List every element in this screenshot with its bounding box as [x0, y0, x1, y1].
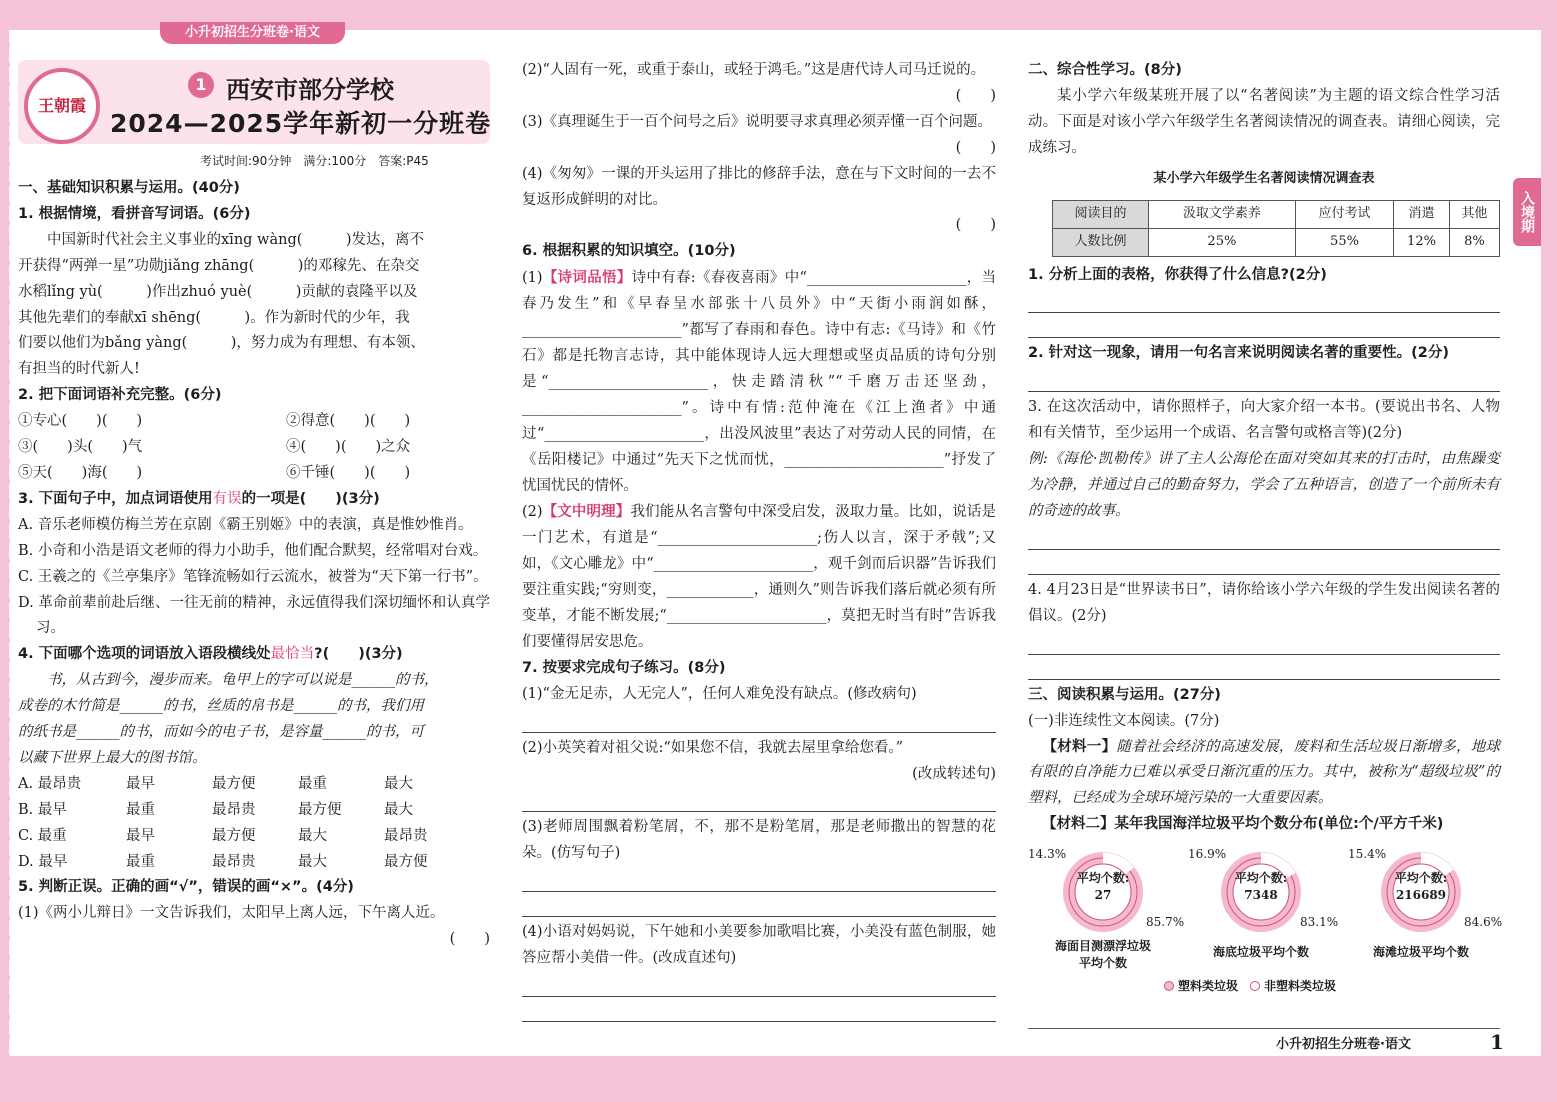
q6-part-1: (1)【诗词品悟】诗中有春:《春夜喜雨》中“______________________，当春乃发生”和《早春呈水部张十八员外》中“天街小雨润如酥，______________________”都写了春雨和春色。诗中有志:《马诗》和《竹石》都是托物言志诗，其中能体现诗人远大理想或坚贞品质的诗句分别是“______________________，快走踏清秋”“千磨万击还坚劲，______________________”。诗中有情:范仲淹在《江上渔者》中通过“______________________，出没风波里”表达了对劳动人民的同情，在《岳阳楼记》中通过“先天下之忧而忧，______________________”抒发了忧国忧民的情怀。: [522, 269, 996, 494]
footer-divider: [1028, 1028, 1500, 1029]
opt-cell: 最重: [126, 853, 155, 870]
q6-1-tag: 【诗词品悟】: [542, 269, 632, 287]
q5-answer-paren[interactable]: ( ): [955, 87, 996, 104]
table-cell: 其他: [1449, 200, 1499, 228]
opt-cell: 最方便: [298, 801, 342, 818]
q4-option: [18, 850, 490, 876]
s2-q3-example: 例:《海伦·凯勒传》讲了主人公海伦在面对突如其来的打击时，由焦躁变为冷静，并通过自己的勤奋努力，学会了五种语言，创造了一个前所未有的奇迹的故事。: [1028, 451, 1500, 519]
q4-line: 书，从古到今，漫步而来。龟甲上的字可以说是______的书，: [47, 672, 439, 689]
q6-1-text: 诗中有春:《春夜喜雨》中“______________________，当春乃发生”和《早春呈水部张十八员外》中“天街小雨润如酥，______________________”都写了春雨和春色。诗中有志:《马诗》和《竹石》都是托物言志诗，其中能体现诗人远大理想或坚贞品质的诗句分别是“______________________，快走踏清秋”“千磨万击还坚劲，______________________”。诗中有情:范仲淹在《江上渔者》中通过“______________________，出没风波里”表达了对劳动人民的同情，在《岳阳楼记》中通过“先天下之忧而忧，______________________”抒发了忧国忧民的情怀。: [522, 270, 996, 494]
question-4: [18, 642, 490, 668]
opt-cell: C. 最重: [18, 827, 67, 844]
q7-item-4: (4)小语对妈妈说，下午她和小美要参加歌唱比赛，小美没有蓝色制服，她答应帮小美借一件。(改成直述句): [522, 924, 996, 967]
answer-line[interactable]: [522, 1000, 996, 1022]
q3-option: D. 革命前辈前赴后继、一往无前的精神，永远值得我们深切缅怀和认真学习。: [18, 594, 490, 637]
plastic-pct: 83.1%: [1300, 915, 1339, 930]
top-series-tab: 小升初招生分班卷·语文: [160, 22, 345, 44]
q2-row: [18, 409, 490, 435]
donut-caption: 海底垃圾平均个数: [1212, 945, 1309, 960]
avg-label: 平均个数:: [1076, 871, 1130, 886]
section-1-heading: 一、基础知识积累与运用。(40分): [18, 180, 240, 196]
q1-line: 开获得“两弹一星”功勋jiǎng zhāng( )的邓稼先、在杂交: [18, 257, 420, 274]
donut-caption: 海滩垃圾平均个数: [1372, 945, 1469, 960]
q4-option: [18, 772, 490, 798]
chart-legend: [1028, 974, 1500, 1000]
section-2-heading: 二、综合性学习。(8分): [1028, 62, 1182, 78]
q4-suffix: ?( )(3分): [314, 646, 403, 663]
section-3-heading: 三、阅读积累与运用。(27分): [1028, 686, 1221, 703]
answer-line[interactable]: [1028, 316, 1500, 338]
table-cell: 阅读目的: [1053, 200, 1149, 228]
avg-value: 7348: [1244, 888, 1278, 903]
q3-suffix: 的一项是( )(3分): [241, 490, 380, 507]
opt-cell: 最重: [298, 775, 327, 792]
q7-2-hint: (改成转述句): [912, 765, 996, 782]
q2-item: ⑤天( )海( ): [18, 464, 143, 481]
q6-2-tag: 【文中明理】: [542, 503, 631, 521]
q1-line: 中国新时代社会主义事业的xīng wàng( )发达，离不: [47, 231, 425, 248]
q5-answer-paren[interactable]: ( ): [449, 931, 490, 948]
q5-item-4: (4)《匆匆》一课的开头运用了排比的修辞手法，意在与下文时间的一去不复返形成鲜明的对比。: [522, 165, 996, 208]
opt-cell: A. 最昂贵: [18, 775, 82, 792]
donut-chart: [1028, 844, 1185, 974]
opt-cell: 最昂贵: [212, 853, 256, 870]
q4-prefix: 4. 下面哪个选项的词语放入语段横线处: [18, 646, 271, 663]
answer-line[interactable]: [522, 790, 996, 812]
table-cell: 应付考试: [1295, 200, 1393, 228]
survey-table: [1052, 200, 1500, 257]
donut-center: [1346, 870, 1496, 904]
opt-cell: 最方便: [384, 853, 428, 870]
q5-item-2: (2)“人固有一死，或重于泰山，或轻于鸿毛。”这是唐代诗人司马迁说的。: [522, 62, 986, 78]
opt-cell: 最早: [126, 827, 155, 844]
donut-caption: 海面目测漂浮垃圾平均个数: [1055, 939, 1152, 971]
section-2-intro: 某小学六年级某班开展了以“名著阅读”为主题的语文综合性学习活动。下面是对该小学六年级学生名著阅读情况的调查表。请细心阅读，完成练习。: [1028, 87, 1500, 156]
q1-line: 有担当的时代新人!: [18, 361, 140, 378]
plastic-swatch: [1164, 981, 1174, 991]
side-stage-tab: 入境期: [1513, 178, 1541, 246]
q6-2-text: 我们能从名言警句中深受启发，汲取力量。比如，说话是一门艺术，有道是“______________________;伤人以言，深于矛戟”;又如，《文心雕龙》中“______________________，观千剑而后识器”告诉我们要注重实践;“穷则变，____________，通则久”则告诉我们落后就必须有所变革，才能不断发展;“______________________，莫把无时当有时”告诉我们要懂得居安思危。: [522, 504, 997, 650]
avg-value: 27: [1094, 888, 1112, 903]
q5-item-1: (1)《两小儿辩日》一文告诉我们，太阳早上离人远，下午离人近。: [18, 905, 445, 922]
table-cell: 消遣: [1394, 200, 1450, 228]
material-2-tag: 【材料二】: [1042, 816, 1115, 833]
page-number: 1: [1490, 1030, 1504, 1054]
q5-item-3: (3)《真理诞生于一百个问号之后》说明要寻求真理必须弄懂一百个问题。: [522, 113, 993, 130]
non-plastic-pct: 16.9%: [1188, 847, 1227, 862]
donut-chart: [1186, 844, 1339, 974]
answer-line[interactable]: [522, 711, 996, 733]
plastic-pct: 85.7%: [1146, 915, 1185, 930]
opt-cell: 最早: [126, 775, 155, 792]
q1-line: 们要以他们为bǎng yàng( )，努力成为有理想、有本领、: [18, 335, 425, 352]
question-6: 6. 根据积累的知识填空。(10分): [522, 243, 736, 260]
table-row: [1053, 200, 1500, 228]
avg-value: 216689: [1395, 888, 1447, 903]
q7-item-3: (3)老师周围飘着粉笔屑，不，那不是粉笔屑，那是老师撒出的智慧的花朵。(仿写句子): [522, 819, 996, 862]
q2-row: [18, 435, 490, 461]
table-cell: 汲取文学素养: [1149, 200, 1296, 228]
survey-table-title: 某小学六年级学生名著阅读情况调查表: [1153, 170, 1375, 186]
table-cell: 12%: [1394, 228, 1450, 256]
question-2: 2. 把下面词语补充完整。(6分): [18, 387, 222, 404]
q7-item-2: (2)小英笑着对祖父说:“如果您不信，我就去屋里拿给您看。”: [522, 739, 903, 756]
q2-row: [18, 461, 490, 487]
avg-label: 平均个数:: [1394, 871, 1448, 886]
answer-line[interactable]: [1028, 291, 1500, 313]
donut-center: [1028, 870, 1178, 904]
q6-part-2: (2)【文中明理】我们能从名言警句中深受启发，汲取力量。比如，说话是一门艺术，有道是“______________________;伤人以言，深于矛戟”;又如，《文心雕龙》中“______________________，观千剑而后识器”告诉我们要注重实践;“穷则变，____________，通则久”则告诉我们落后就必须有所变革，才能不断发展;“______________________，莫把无时当有时”告诉我们要懂得居安思危。: [522, 503, 997, 650]
non-plastic-pct: 15.4%: [1348, 847, 1387, 862]
column-3: [1028, 58, 1503, 1000]
s2-question-1: 1. 分析上面的表格，你获得了什么信息?(2分): [1028, 266, 1327, 283]
donut-center: [1186, 870, 1336, 904]
question-7: 7. 按要求完成句子练习。(8分): [522, 659, 726, 676]
q3-option: A. 音乐老师模仿梅兰芳在京剧《霸王别姬》中的表演，真是惟妙惟肖。: [18, 516, 473, 533]
bottom-border: [0, 1056, 1557, 1102]
paper-number: 1: [188, 72, 214, 98]
answer-line[interactable]: [1028, 370, 1500, 392]
column-2: [522, 58, 996, 1025]
opt-cell: 最方便: [212, 775, 256, 792]
opt-cell: 最大: [384, 801, 413, 818]
answer-line[interactable]: [522, 975, 996, 997]
material-2-text: 某年我国海洋垃圾平均个数分布(单位:个/平方千米): [1114, 816, 1444, 833]
q3-emphasis: 有误: [212, 490, 242, 507]
answer-line[interactable]: [522, 895, 996, 917]
answer-line[interactable]: [1028, 633, 1500, 655]
opt-cell: 最方便: [212, 827, 256, 844]
q7-item-1: (1)“金无足赤，人无完人”，任何人难免没有缺点。(修改病句): [522, 685, 917, 702]
section-3-sub-1: (一)非连续性文本阅读。(7分): [1028, 712, 1220, 729]
q5-answer-paren[interactable]: ( ): [955, 139, 996, 156]
non-plastic-swatch: [1250, 981, 1260, 991]
s2-question-3: 3. 在这次活动中，请你照样子，向大家介绍一本书。(要说出书名、人物和有关情节，至少运用一个成语、名言警句或格言等)(2分): [1028, 399, 1500, 442]
q2-item: ②得意( )( ): [286, 413, 411, 430]
opt-cell: 最大: [384, 775, 413, 792]
q4-option: [18, 798, 490, 824]
exam-meta: 考试时间:90分钟 满分:100分 答案:P45: [200, 154, 429, 168]
legend-non-plastic: 非塑料类垃圾: [1264, 979, 1337, 994]
opt-cell: B. 最早: [18, 801, 67, 818]
question-3: [18, 487, 490, 513]
q2-item: ④( )( )之众: [286, 439, 411, 456]
q4-line: 以藏下世界上最大的图书馆。: [18, 749, 207, 766]
q3-prefix: 3. 下面句子中，加点词语使用: [18, 490, 213, 507]
question-5: 5. 判断正误。正确的画“√”，错误的画“×”。(4分): [18, 879, 354, 896]
opt-cell: 最昂贵: [384, 827, 428, 844]
material-1-text: 随着社会经济的高速发展，废料和生活垃圾日渐增多，地球有限的自净能力已难以承受日渐沉重的压力。其中，被称为“超级垃圾”的塑料，已经成为全球环境污染的一大重要因素。: [1028, 738, 1501, 807]
title-line-1: 西安市部分学校: [226, 76, 394, 104]
answer-line[interactable]: [522, 870, 996, 892]
q4-option: [18, 824, 490, 850]
table-cell: 55%: [1295, 228, 1393, 256]
left-border: [0, 0, 9, 1102]
avg-label: 平均个数:: [1234, 871, 1288, 886]
opt-cell: 最大: [298, 853, 327, 870]
table-cell: 人数比例: [1053, 228, 1149, 256]
table-cell: 25%: [1149, 228, 1296, 256]
material-2: [1028, 812, 1500, 838]
non-plastic-pct: 14.3%: [1028, 847, 1067, 862]
q5-answer-paren[interactable]: ( ): [955, 217, 996, 234]
answer-line[interactable]: [1028, 658, 1500, 680]
q2-item: ③( )头( )气: [18, 439, 143, 456]
q3-option: B. 小奇和小浩是语文老师的得力小助手，他们配合默契，经常唱对台戏。: [18, 542, 488, 559]
legend-plastic: 塑料类垃圾: [1178, 979, 1239, 994]
column-1: [18, 176, 490, 953]
opt-cell: D. 最早: [18, 853, 68, 870]
opt-cell: 最大: [298, 827, 327, 844]
material-1-tag: 【材料一】: [1042, 738, 1117, 755]
q4-line: 的纸书是______的书，而如今的电子书，是容量______的书，可: [18, 724, 424, 741]
s2-question-4: 4. 4月23日是“世界读书日”，请你给该小学六年级的学生发出阅读名著的倡议。(2分): [1028, 581, 1500, 624]
opt-cell: 最重: [126, 801, 155, 818]
answer-line[interactable]: [1028, 553, 1500, 575]
q2-item: ⑥千锤( )( ): [286, 464, 411, 481]
right-border: [1541, 0, 1557, 1102]
question-1: 1. 根据情境，看拼音写词语。(6分): [18, 205, 251, 222]
q1-line: 水稻lǐng yù( )作出zhuó yuè( )贡献的袁隆平以及: [18, 283, 418, 300]
plastic-pct: 84.6%: [1464, 915, 1503, 930]
table-row: [1053, 228, 1500, 256]
answer-line[interactable]: [1028, 528, 1500, 550]
q4-line: 成卷的木竹简是______的书，丝质的帛书是______的书，我们用: [18, 698, 424, 715]
q2-item: ①专心( )( ): [18, 413, 143, 430]
table-cell: 8%: [1449, 228, 1499, 256]
q1-line: 其他先辈们的奉献xī shēng( )。作为新时代的少年，我: [18, 309, 410, 326]
q3-option: C. 王羲之的《兰亭集序》笔锋流畅如行云流水，被誉为“天下第一行书”。: [18, 568, 488, 585]
donut-chart: [1346, 844, 1503, 974]
title-line-2: 2024—2025学年新初一分班卷: [110, 109, 492, 138]
material-1: [1028, 735, 1500, 813]
brand-logo: 王朝霞: [24, 68, 100, 144]
opt-cell: 最昂贵: [212, 801, 256, 818]
s2-question-2: 2. 针对这一现象，请用一句名言来说明阅读名著的重要性。(2分): [1028, 345, 1449, 362]
q4-emphasis: 最恰当: [270, 646, 315, 663]
footer-label: 小升初招生分班卷·语文: [1276, 1037, 1411, 1052]
donut-charts: [1028, 844, 1503, 974]
